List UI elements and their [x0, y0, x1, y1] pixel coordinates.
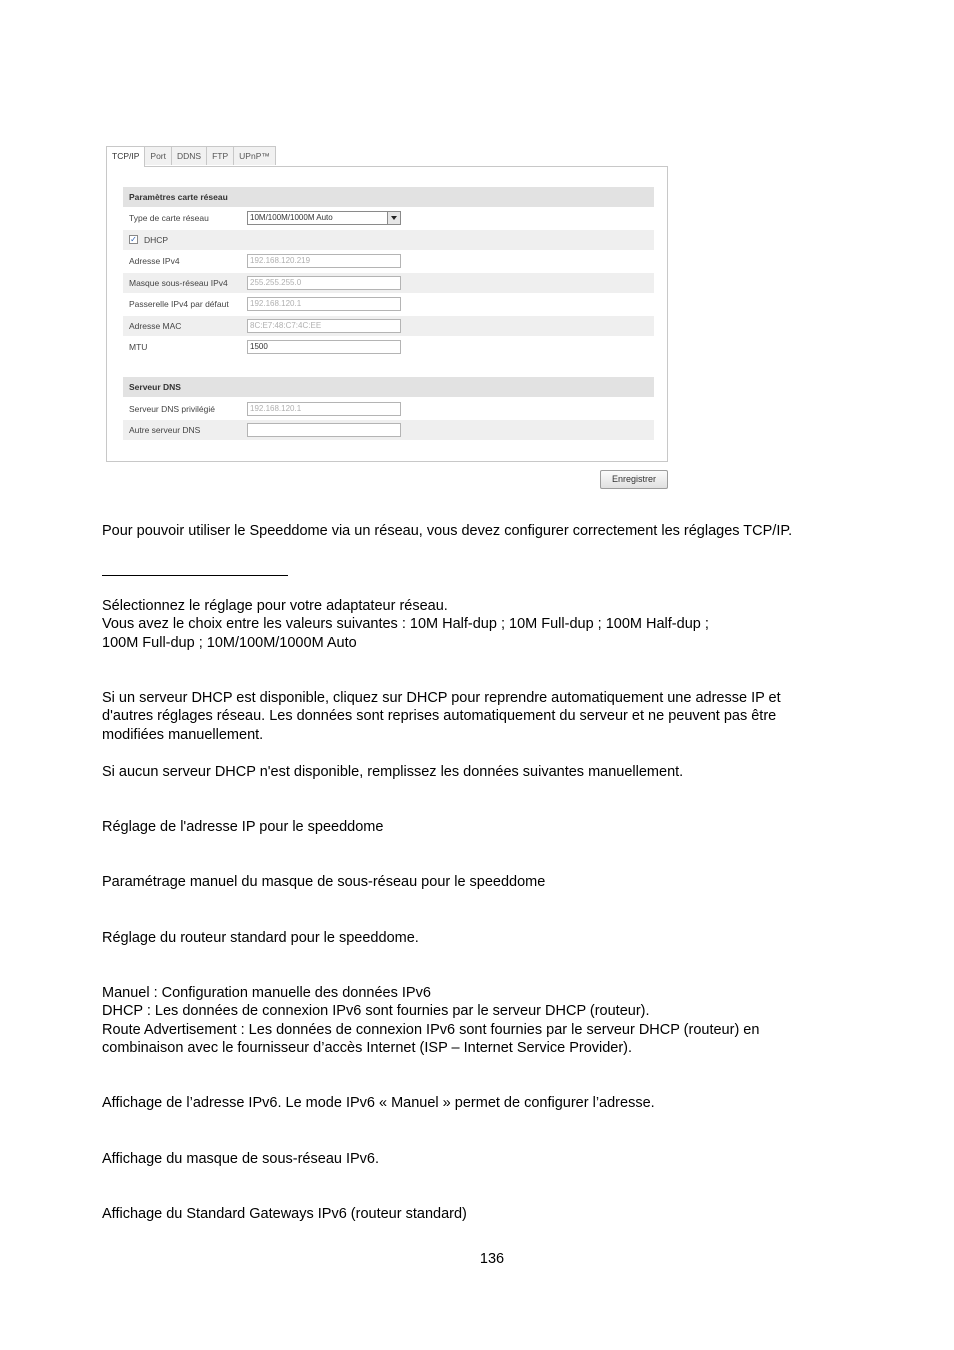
ipv6-address-text: Affichage de l’adresse IPv6. Le mode IPv6 « Manuel » permet de configurer l’adresse.: [102, 1095, 655, 1111]
intro-paragraph: Pour pouvoir utiliser le Speeddome via un réseau, vous devez configurer correctement les réglages TCP/IP.: [102, 523, 793, 539]
alternate-dns-label: Autre serveur DNS: [129, 425, 201, 435]
nic-text-line-1: Sélectionnez le réglage pour votre adaptateur réseau.: [102, 598, 448, 614]
preferred-dns-label: Serveur DNS privilégié: [129, 404, 215, 414]
dhcp-text-line-3: modifiées manuellement.: [102, 727, 264, 743]
mac-input: 8C:E7:48:C7:4C:EE: [247, 319, 401, 333]
ipv6-gateway-text: Affichage du Standard Gateways IPv6 (routeur standard): [102, 1206, 467, 1222]
dns-section-title: Serveur DNS: [129, 382, 181, 392]
tcpip-settings-panel: [106, 166, 668, 462]
mtu-row: [123, 337, 654, 357]
divider: [102, 575, 288, 576]
gateway-input[interactable]: 192.168.120.1: [247, 297, 401, 311]
mac-label: Adresse MAC: [129, 321, 182, 331]
chevron-down-icon[interactable]: [387, 212, 400, 224]
mac-row: [123, 316, 654, 336]
ipv4-row: [123, 251, 654, 271]
page-number: 136: [479, 1251, 505, 1267]
settings-tabs: [106, 146, 275, 166]
gateway-label: Passerelle IPv4 par défaut: [129, 299, 229, 309]
tab-port[interactable]: Port: [144, 146, 172, 165]
dhcp-text-line-4: Si aucun serveur DHCP n'est disponible, remplissez les données suivantes manuellement.: [102, 764, 684, 780]
alternate-dns-row: [123, 420, 654, 440]
subnet-row: [123, 273, 654, 293]
dhcp-label: DHCP: [144, 235, 169, 245]
nic-type-label: Type de carte réseau: [129, 213, 209, 223]
tab-upnp[interactable]: UPnP™: [233, 146, 276, 165]
ipv6-text-line-4: combinaison avec le fournisseur d’accès Internet (ISP – Internet Service Provider).: [102, 1040, 633, 1056]
nic-type-row: [123, 208, 654, 228]
nic-type-value: 10M/100M/1000M Auto: [250, 213, 333, 222]
ipv4-label: Adresse IPv4: [129, 256, 180, 266]
save-button[interactable]: Enregistrer: [600, 470, 668, 489]
ipv6-text-line-3: Route Advertisement : Les données de connexion IPv6 sont fournies par le serveur DHCP (routeur) en: [102, 1022, 760, 1038]
alternate-dns-input[interactable]: [247, 423, 401, 437]
mask-text: Paramétrage manuel du masque de sous-réseau pour le speeddome: [102, 874, 546, 890]
dhcp-text-line-2: d'autres réglages réseau. Les données sont reprises automatiquement du serveur et ne peuvent pas être: [102, 708, 777, 724]
ip-text: Réglage de l'adresse IP pour le speeddome: [102, 819, 384, 835]
gateway-row: [123, 294, 654, 314]
subnet-label: Masque sous-réseau IPv4: [129, 278, 228, 288]
network-section-header: [123, 187, 654, 207]
ipv6-text-line-1: Manuel : Configuration manuelle des données IPv6: [102, 985, 431, 1001]
dhcp-row: [123, 230, 654, 250]
preferred-dns-row: [123, 399, 654, 419]
dns-section-header: [123, 377, 654, 397]
subnet-input[interactable]: 255.255.255.0: [247, 276, 401, 290]
preferred-dns-input[interactable]: 192.168.120.1: [247, 402, 401, 416]
mtu-label: MTU: [129, 342, 148, 352]
dhcp-text-line-1: Si un serveur DHCP est disponible, cliquez sur DHCP pour reprendre automatiquement une adresse IP et: [102, 690, 781, 706]
ipv6-text-line-2: DHCP : Les données de connexion IPv6 sont fournies par le serveur DHCP (routeur).: [102, 1003, 650, 1019]
tab-ftp[interactable]: FTP: [206, 146, 234, 165]
network-section-title: Paramètres carte réseau: [129, 192, 228, 202]
nic-type-select[interactable]: [247, 211, 401, 225]
mtu-input[interactable]: 1500: [247, 340, 401, 354]
tab-tcpip[interactable]: TCP/IP: [106, 146, 145, 167]
nic-text-line-3: 100M Full-dup ; 10M/100M/1000M Auto: [102, 635, 357, 651]
ipv6-mask-text: Affichage du masque de sous-réseau IPv6.: [102, 1151, 380, 1167]
tab-ddns[interactable]: DDNS: [171, 146, 207, 165]
ipv4-input[interactable]: 192.168.120.219: [247, 254, 401, 268]
nic-text-line-2: Vous avez le choix entre les valeurs suivantes : 10M Half-dup ; 10M Full-dup ; 100M Half-dup ;: [102, 616, 709, 632]
router-text: Réglage du routeur standard pour le speeddome.: [102, 930, 419, 946]
dhcp-checkbox[interactable]: ✓: [130, 235, 137, 244]
